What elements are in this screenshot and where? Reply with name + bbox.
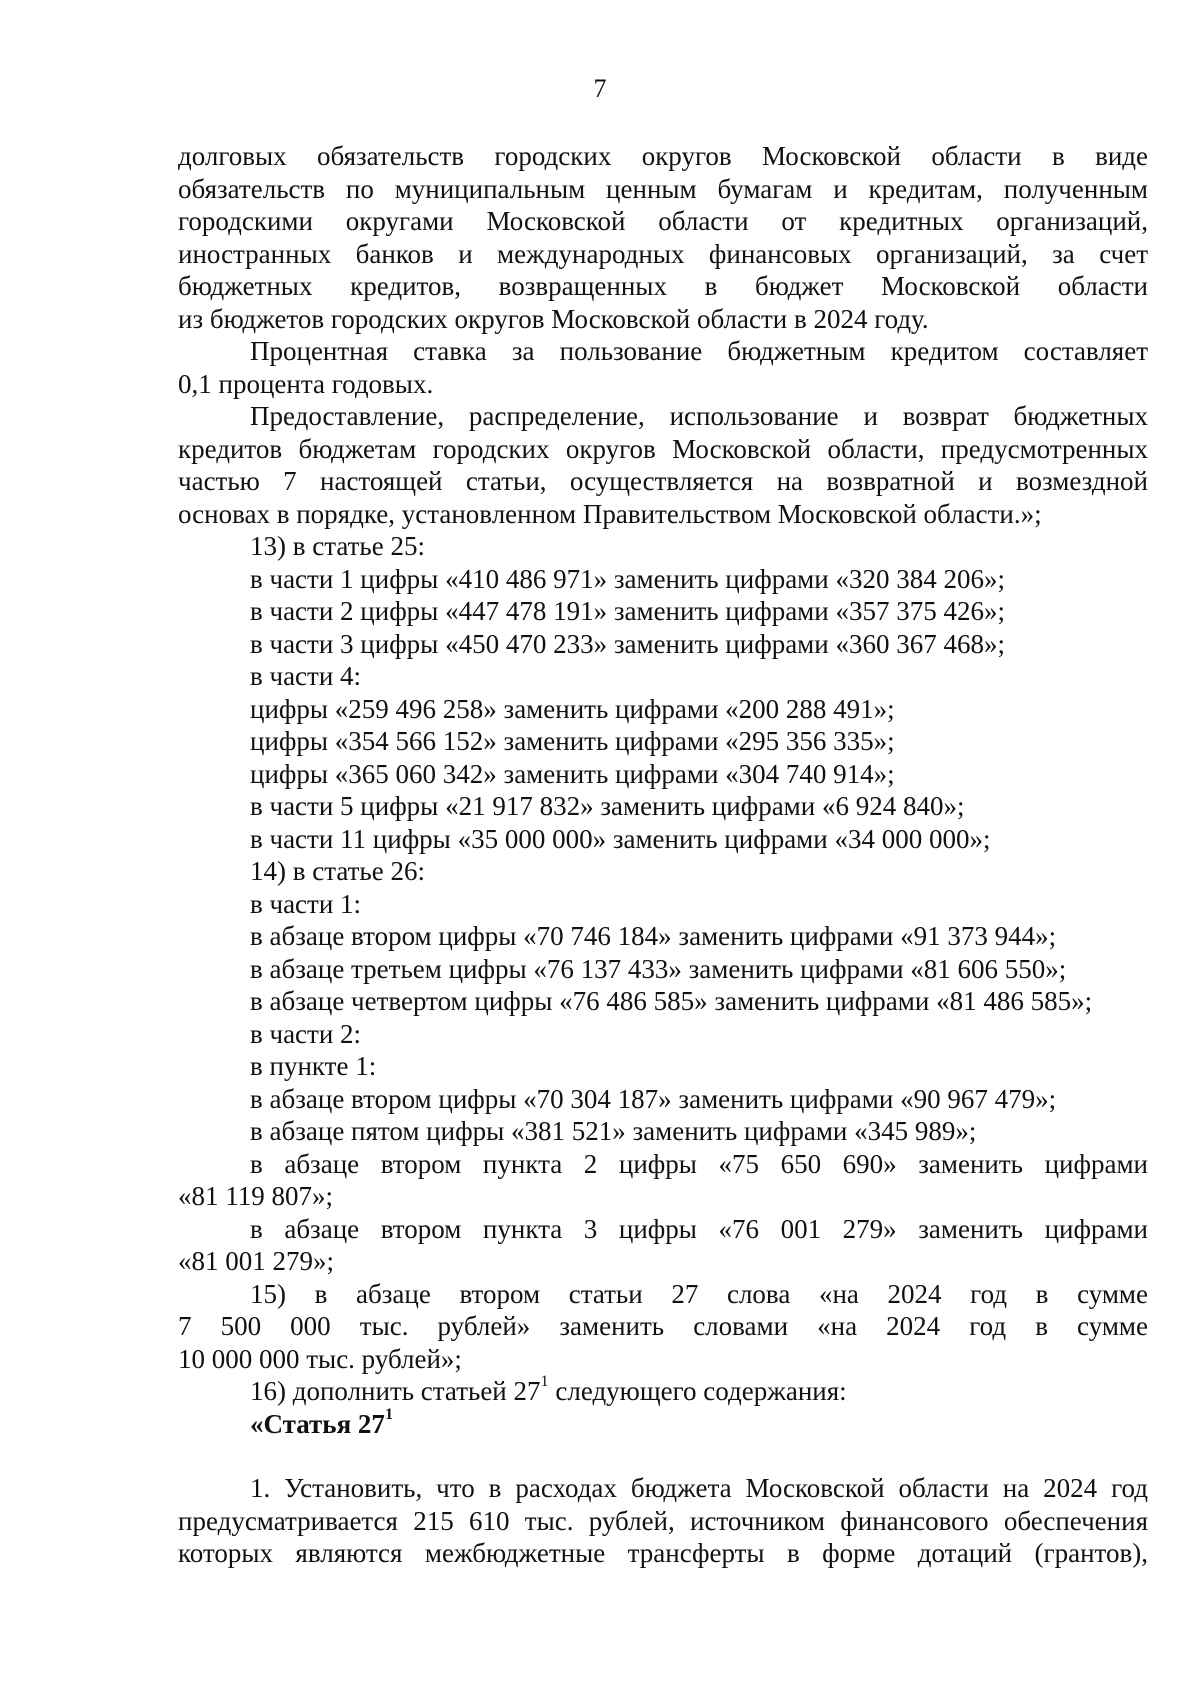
amendment-line: в абзаце втором пункта 3 цифры «76 001 279» заменить цифрами: [250, 1213, 1148, 1244]
clause-line: 1. Установить, что в расходах бюджета Московской области на 2024 год: [250, 1473, 1148, 1503]
amendment-line: в части 3 цифры «450 470 233» заменить цифрами «360 367 468»;: [250, 628, 1005, 659]
text-line: иностранных банков и международных финансовых организаций, за счет: [178, 238, 1148, 269]
amendment-line: в абзаце втором цифры «70 304 187» заменить цифрами «90 967 479»;: [250, 1083, 1057, 1114]
amendment-line: в абзаце втором пункта 2 цифры «75 650 690» заменить цифрами: [250, 1148, 1148, 1179]
text-line: 0,1 процента годовых.: [178, 368, 434, 399]
item-16-text-after: следующего содержания:: [548, 1376, 847, 1406]
amendment-line: цифры «259 496 258» заменить цифрами «200 288 491»;: [250, 693, 895, 724]
article-heading: [178, 1404, 1148, 1441]
amendment-line: «81 001 279»;: [178, 1246, 335, 1276]
text-line: частью 7 настоящей статьи, осуществляется на возвратной и возмездной: [178, 466, 1148, 496]
superscript: 1: [384, 1404, 394, 1423]
text-line: Процентная ставка за пользование бюджетным кредитом составляет: [250, 336, 1148, 366]
text-line: основах в порядке, установленном Правительством Московской области.»;: [178, 498, 1042, 529]
document-body: [178, 140, 1148, 1570]
text-line: городскими округами Московской области от кредитных организаций,: [178, 206, 1148, 236]
amendment-line: в части 1 цифры «410 486 971» заменить цифрами «320 384 206»;: [250, 563, 1005, 594]
text-line: бюджетных кредитов, возвращенных в бюджет Московской области: [178, 271, 1148, 301]
amendment-line: в пункте 1:: [250, 1051, 377, 1081]
item-14-header: 14) в статье 26:: [250, 856, 425, 886]
amendment-line: цифры «354 566 152» заменить цифрами «295 356 335»;: [250, 726, 895, 756]
text-line: обязательств по муниципальным ценным бумагам и кредитам, полученным: [178, 173, 1148, 204]
amendment-line: в части 5 цифры «21 917 832» заменить цифрами «6 924 840»;: [250, 791, 965, 821]
item-13-header: 13) в статье 25:: [250, 531, 425, 561]
superscript: 1: [540, 1372, 549, 1391]
amendment-line: в части 4:: [250, 661, 362, 691]
text-line: кредитов бюджетам городских округов Московской области, предусмотренных: [178, 433, 1148, 464]
amendment-line: в части 11 цифры «35 000 000» заменить цифрами «34 000 000»;: [250, 823, 991, 854]
item-15-line: 7 500 000 тыс. рублей» заменить словами «на 2024 год в сумме: [178, 1311, 1148, 1341]
amendment-line: в абзаце пятом цифры «381 521» заменить цифрами «345 989»;: [250, 1116, 977, 1146]
amendment-line: в абзаце четвертом цифры «76 486 585» заменить цифрами «81 486 585»;: [250, 986, 1093, 1016]
article-heading-text: «Статья 27: [250, 1408, 385, 1439]
page-number: 7: [593, 74, 607, 103]
clause-line: которых являются межбюджетные трансферты в форме дотаций (грантов),: [178, 1538, 1148, 1568]
text-line: из бюджетов городских округов Московской области в 2024 году.: [178, 303, 929, 334]
amendment-line: в абзаце втором цифры «70 746 184» заменить цифрами «91 373 944»;: [250, 921, 1057, 951]
item-15-line: 10 000 000 тыс. рублей»;: [178, 1343, 462, 1374]
text-line: долговых обязательств городских округов Московской области в виде: [178, 141, 1148, 171]
amendment-line: в части 1:: [250, 888, 362, 919]
amendment-line: в абзаце третьем цифры «76 137 433» заменить цифрами «81 606 550»;: [250, 953, 1067, 984]
amendment-line: «81 119 807»;: [178, 1181, 333, 1211]
item-16-line: [178, 1372, 1148, 1408]
item-15-line: 15) в абзаце втором статьи 27 слова «на 2024 год в сумме: [250, 1278, 1148, 1309]
amendment-line: в части 2 цифры «447 478 191» заменить цифрами «357 375 426»;: [250, 596, 1005, 626]
amendment-line: в части 2:: [250, 1018, 362, 1049]
amendment-line: цифры «365 060 342» заменить цифрами «304 740 914»;: [250, 758, 895, 789]
item-16-text: 16) дополнить статьей 27: [250, 1376, 541, 1406]
clause-line: предусматривается 215 610 тыс. рублей, источником финансового обеспечения: [178, 1505, 1148, 1536]
text-line: Предоставление, распределение, использование и возврат бюджетных: [250, 401, 1148, 431]
